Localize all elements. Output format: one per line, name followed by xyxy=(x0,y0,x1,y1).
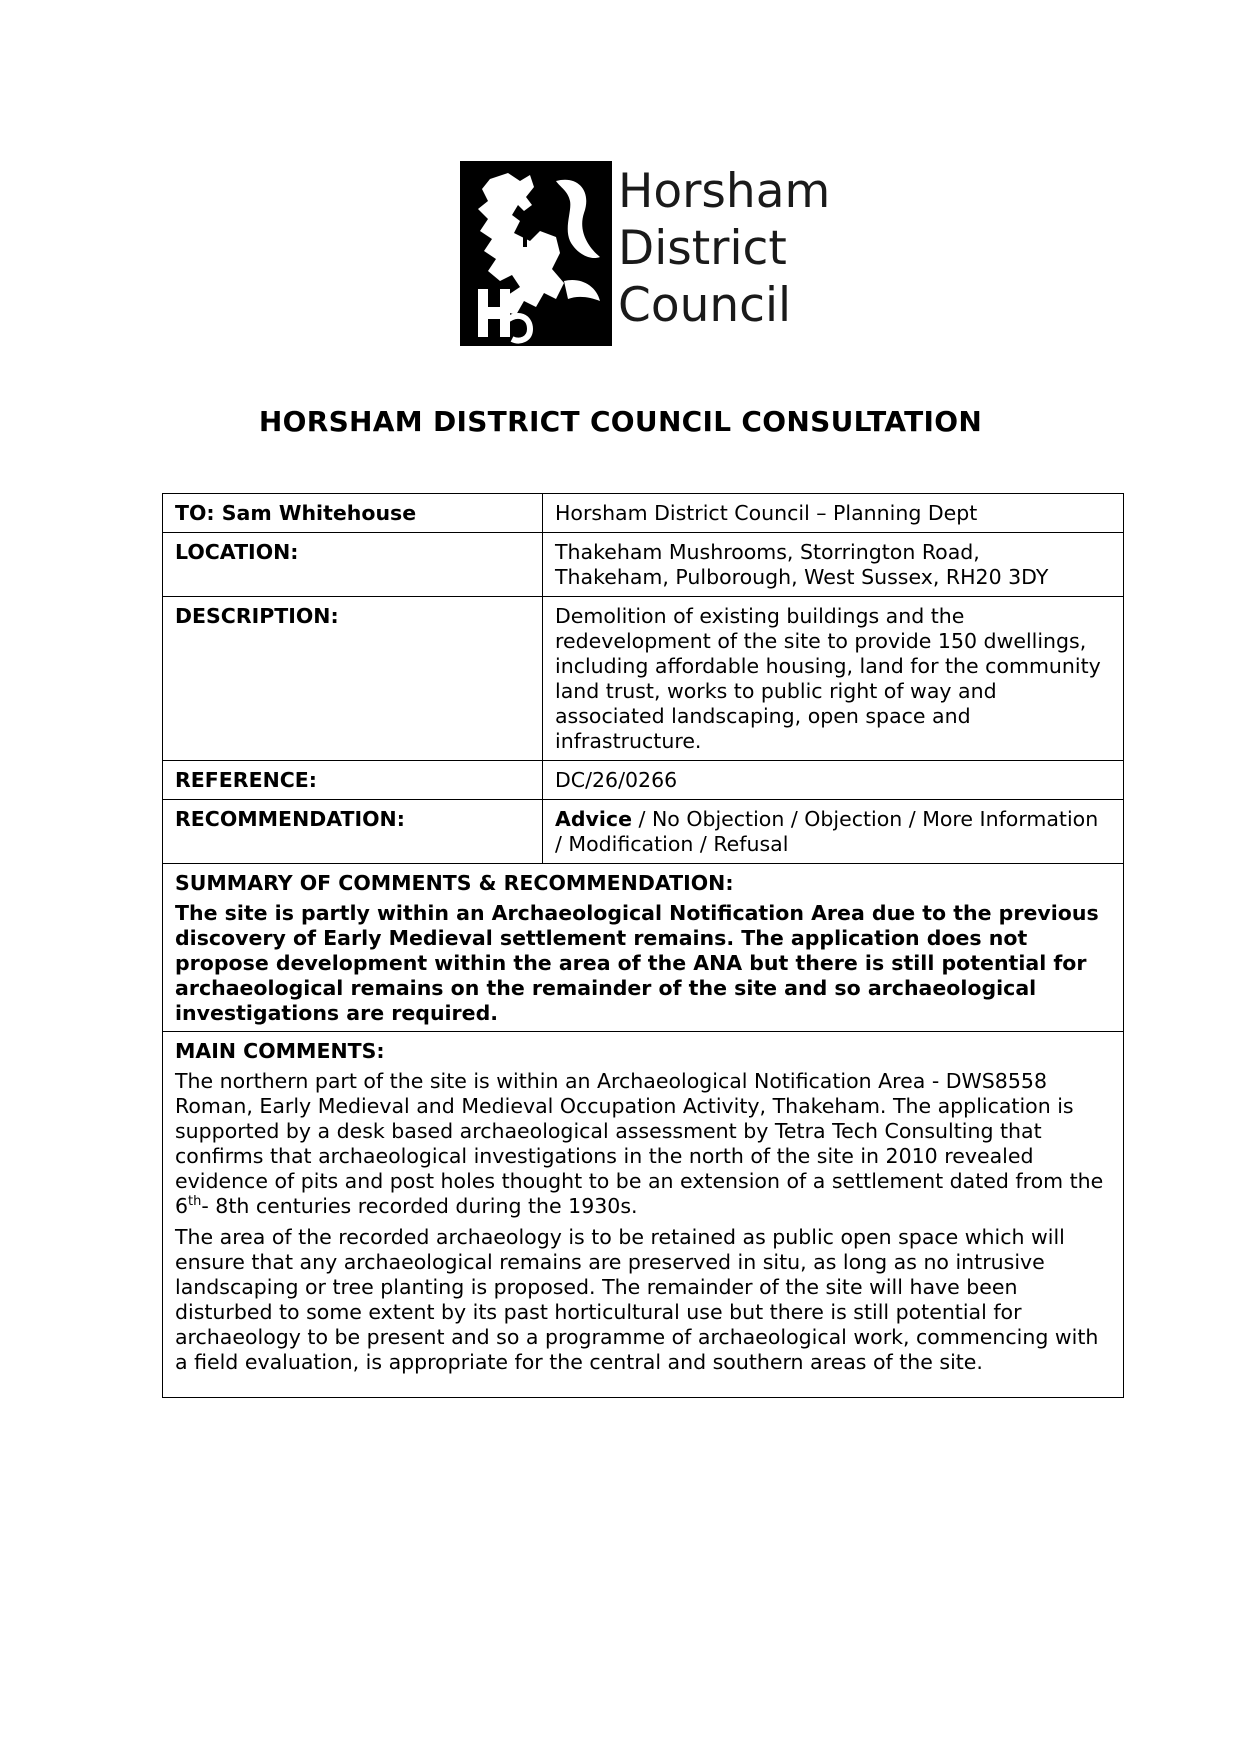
paragraph-1-superscript: th xyxy=(188,1194,202,1210)
location-line-2: Thakeham, Pulborough, West Sussex, RH20 3DY xyxy=(555,565,1049,589)
recommendation-label: RECOMMENDATION: xyxy=(163,800,543,864)
recommendation-options: / No Objection / Objection / More Information / Modification / Refusal xyxy=(555,807,1099,856)
main-comments-heading: MAIN COMMENTS: xyxy=(175,1039,385,1063)
wordmark-line-1: Horsham xyxy=(618,164,831,219)
council-wordmark xyxy=(618,163,830,334)
table-row-location xyxy=(163,533,1124,597)
table-row-description xyxy=(163,597,1124,761)
description-value: Demolition of existing buildings and the redevelopment of the site to provide 150 dwellings, including affordable housing, land for the community land trust, works to public right of way and associated landscaping, open space and infrastructure. xyxy=(543,597,1124,761)
council-logo xyxy=(460,161,831,346)
location-label: LOCATION: xyxy=(163,533,543,597)
to-value: Horsham District Council – Planning Dept xyxy=(543,494,1124,533)
wordmark-line-3: Council xyxy=(618,278,792,333)
lion-rampant-crest-icon xyxy=(460,161,612,346)
table-row-reference xyxy=(163,761,1124,800)
location-value xyxy=(543,533,1124,597)
summary-cell xyxy=(163,864,1124,1032)
location-line-1: Thakeham Mushrooms, Storrington Road, xyxy=(555,540,980,564)
table-row-summary xyxy=(163,864,1124,1032)
recommendation-value xyxy=(543,800,1124,864)
summary-heading: SUMMARY OF COMMENTS & RECOMMENDATION: xyxy=(175,871,734,895)
wordmark-line-2: District xyxy=(618,221,787,276)
document-title: HORSHAM DISTRICT COUNCIL CONSULTATION xyxy=(258,405,983,438)
reference-value: DC/26/0266 xyxy=(543,761,1124,800)
summary-text: The site is partly within an Archaeological Notification Area due to the previous discovery of Early Medieval settlement remains. The application does not propose development within the area of the ANA but there is still potential for archaeological remains on the remainder of the site and so archaeological investigations are required. xyxy=(175,901,1099,1025)
table-row-recommendation xyxy=(163,800,1124,864)
to-label: TO: Sam Whitehouse xyxy=(163,494,543,533)
recommendation-selected: Advice xyxy=(555,807,632,831)
main-comments-cell xyxy=(163,1032,1124,1398)
table-row-main-comments xyxy=(163,1032,1124,1398)
description-label: DESCRIPTION: xyxy=(163,597,543,761)
table-row-to xyxy=(163,494,1124,533)
reference-label: REFERENCE: xyxy=(163,761,543,800)
main-comments-paragraph-1 xyxy=(175,1069,1111,1219)
paragraph-1-text: The northern part of the site is within an Archaeological Notification Area - DWS8558 Roman, Early Medieval and Medieval Occupation Activity, Thakeham. The application is supported by a desk based archaeological assessment by Tetra Tech Consulting that confirms that archaeological investigations in the north of the site in 2010 revealed evidence of pits and post holes thought to be an extension of a settlement dated from the 6 xyxy=(175,1069,1104,1218)
main-comments-paragraph-2: The area of the recorded archaeology is to be retained as public open space which will ensure that any archaeological remains are preserved in situ, as long as no intrusive landscaping or tree planting is proposed. The remainder of the site will have been disturbed to some extent by its past horticultural use but there is still potential for archaeology to be present and so a programme of archaeological work, commencing with a field evaluation, is appropriate for the central and southern areas of the site. xyxy=(175,1225,1099,1374)
consultation-table xyxy=(162,493,1124,1398)
paragraph-1-text-end: - 8th centuries recorded during the 1930s. xyxy=(201,1194,638,1218)
